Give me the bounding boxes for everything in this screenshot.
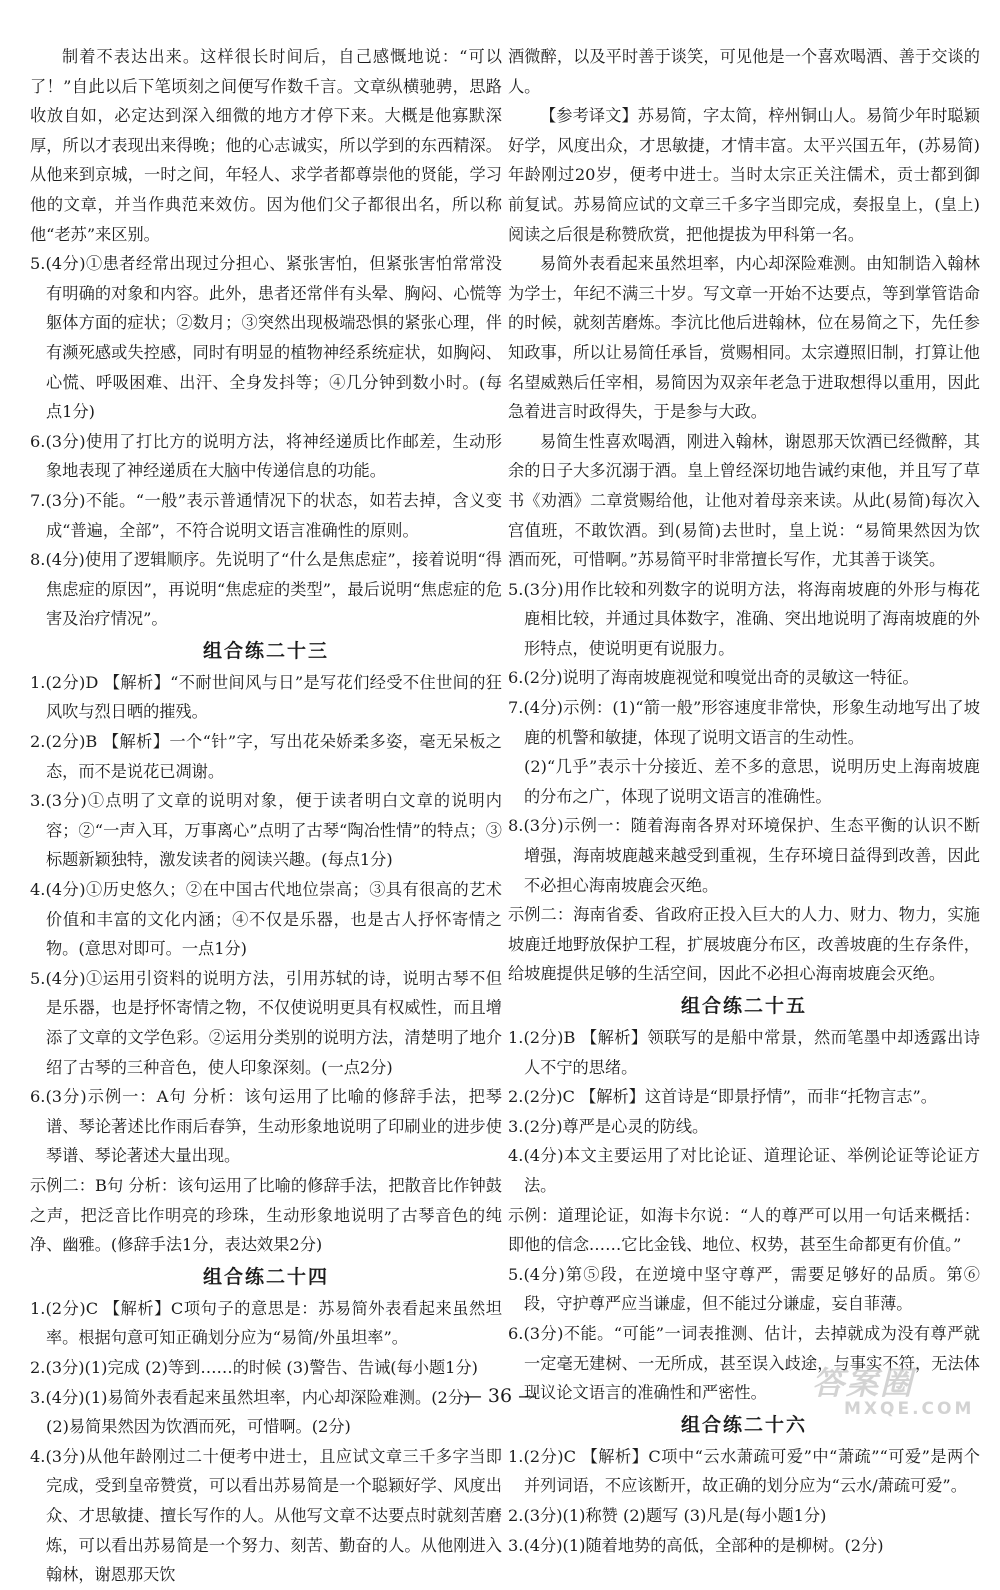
answer-paragraph: 1.(2分)C 【解析】C项中“云水萧疏可爱”中“萧疏”“可爱”是两个并列词语，不应该断开，故正确的划分应为“云水/萧疏可爱”。 — [508, 1446, 980, 1496]
answer-paragraph: 6.(3分)不能。“可能”一词表推测、估计，去掉就成为没有尊严就一定毫无建树、一无所成，甚至误入歧途，与事实不符，无法体现议论文语言的准确性和严密性。 — [508, 1323, 980, 1403]
answer-paragraph: 示例二：海南省委、省政府正投入巨大的人力、财力、物力，实施坡鹿迁地野放保护工程，扩展坡鹿分布区，改善坡鹿的生存条件，给坡鹿提供足够的生活空间，因此不必担心海南坡鹿会灭绝。 — [508, 905, 980, 984]
answer-paragraph: 易简外表看起来虽然坦率，内心却深险难测。由知制诰入翰林为学士，年纪不满三十岁。写文章一开始不达要点，等到掌管诰命的时候，就刻苦磨炼。李沆比他后进翰林，位在易简之下，先任参知政事，所以让易简任承旨，赏赐相同。太宗遵照旧制，打算让他名望威熟后任宰相，易简因为双亲年老急于进取想得以重用，因此急着进言时政得失，于是参与大政。 — [508, 254, 980, 422]
page-number: — 36 — — [462, 1385, 538, 1407]
section-heading: 组合练二十三 — [202, 639, 329, 662]
answer-paragraph: 5.(4分)①患者经常出现过分担心、紧张害怕，但紧张害怕常常没有明确的对象和内容。此外，患者还常伴有头晕、胸闷、心慌等躯体方面的症状；②数月；③突然出现极端恐惧的紧张心理，伴有濒死感或失控感，同时有明显的植物神经系统症状，如胸闷、心慌、呼吸困难、出汗、全身发抖等；④几分钟到数小时。(每点1分) — [30, 254, 502, 422]
answer-paragraph: 5.(4分)①运用引资料的说明方法，引用苏轼的诗，说明古琴不但是乐器，也是抒怀寄情之物，不仅使说明更具有权威性，而且增添了文章的文学色彩。②运用分类别的说明方法，清楚明了地介绍了古琴的三种音色，使人印象深刻。(一点2分) — [30, 968, 502, 1077]
answer-paragraph: 2.(3分)(1)完成 (2)等到……的时候 (3)警告、告诫(每小题1分) — [30, 1357, 478, 1377]
answer-paragraph: (2)“几乎”表示十分接近、差不多的意思，说明历史上海南坡鹿的分布之广，体现了说明文语言的准确性。 — [524, 757, 980, 806]
answer-paragraph: 6.(3分)使用了打比方的说明方法，将神经递质比作邮差，生动形象地表现了神经递质在大脑中传递信息的功能。 — [30, 431, 502, 481]
section-heading: 组合练二十五 — [680, 995, 807, 1017]
answer-paragraph: 酒微醉，以及平时善于谈笑，可见他是一个喜欢喝酒、善于交谈的人。 — [508, 47, 980, 96]
answer-paragraph: 6.(2分)说明了海南坡鹿视觉和嗅觉出奇的灵敏这一特征。 — [508, 668, 919, 688]
answer-paragraph: 8.(4分)使用了逻辑顺序。先说明了“什么是焦虑症”，接着说明“得焦虑症的原因”，再说明“焦虑症的类型”，最后说明“焦虑症的危害及治疗情况”。 — [30, 550, 502, 629]
answer-paragraph: 示例二：B句 分析：该句运用了比喻的修辞手法，把散音比作钟鼓之声，把泛音比作明亮的珍珠，生动形象地说明了古琴音色的纯净、幽雅。(修辞手法1分，表达效果2分) — [30, 1175, 502, 1255]
answer-paragraph: 7.(4分)示例：(1)“箭一般”形容速度非常快，形象生动地写出了坡鹿的机警和敏捷，体现了说明文语言的生动性。 — [508, 698, 980, 747]
answer-paragraph: 8.(3分)示例一：随着海南各界对环境保护、生态平衡的认识不断增强，海南坡鹿越来越受到重视，生存环境日益得到改善，因此不必担心海南坡鹿会灭绝。 — [508, 816, 980, 895]
answer-paragraph: 5.(3分)用作比较和列数字的说明方法，将海南坡鹿的外形与梅花鹿相比较，并通过具体数字，准确、突出地说明了海南坡鹿的外形特点，使说明更有说服力。 — [508, 579, 980, 658]
answer-paragraph: 6.(3分)示例一：A句 分析：该句运用了比喻的修辞手法，把琴谱、琴论著述比作雨后春笋，生动形象地说明了印刷业的进步使琴谱、琴论著述大量出现。 — [30, 1087, 502, 1166]
watermark-logo-text: 答案圈 — [812, 1364, 915, 1402]
answer-paragraph: 2.(2分)B 【解析】一个“针”字，写出花朵娇柔多姿，毫无呆板之态，而不是说花已凋谢。 — [30, 732, 502, 781]
answer-paragraph: 2.(3分)(1)称赞 (2)题写 (3)凡是(每小题1分) — [508, 1505, 827, 1525]
answer-paragraph: 3.(2分)尊严是心灵的防线。 — [508, 1116, 709, 1136]
section-heading: 组合练二十六 — [680, 1413, 807, 1436]
answer-paragraph: 1.(2分)C 【解析】C项句子的意思是：苏易简外表看起来虽然坦率。根据句意可知正确划分应为“易简/外虽坦率”。 — [30, 1298, 502, 1348]
answer-paragraph: 4.(4分)①历史悠久；②在中国古代地位崇高；③具有很高的艺术价值和丰富的文化内涵；④不仅是乐器，也是古人抒怀寄情之物。(意思对即可。一点1分) — [30, 880, 502, 959]
answer-paragraph: 1.(2分)B 【解析】领联写的是船中常景，然而笔墨中却透露出诗人不宁的思绪。 — [508, 1028, 980, 1077]
answer-paragraph: 5.(4分)第⑤段，在逆境中坚守尊严，需要足够好的品质。第⑥段，守护尊严应当谦虚，但不能过分谦虚，妄自菲薄。 — [508, 1264, 980, 1314]
answer-paragraph: 易简生性喜欢喝酒，刚进入翰林，谢恩那天饮酒已经微醉，其余的日子大多沉溺于酒。皇上曾经深切地告诫约束他，并且写了草书《劝酒》二章赏赐给他，让他对着母亲来读。从此(易简)每次入宫值班，不敢饮酒。到(易简)去世时，皇上说：“易简果然因为饮酒而死，可惜啊。”苏易简平时非常擅长写作，尤其善于谈笑。 — [508, 431, 980, 570]
answer-paragraph: 3.(4分)(1)易简外表看起来虽然坦率，内心却深险难测。(2分) — [30, 1387, 471, 1407]
right-column — [508, 42, 980, 1560]
answer-paragraph: 【参考译文】苏易简，字太简，梓州铜山人。易简少年时聪颖好学，风度出众，才思敏捷，才情丰富。太平兴国五年，(苏易简)年龄刚过20岁，便考中进士。当时太宗正关注儒术，贡士都到御前复试。苏易简应试的文章三千多字当即完成，奏报皇上，(皇上)阅读之后很是称赞欣赏，把他提拔为甲科第一名。 — [508, 106, 980, 244]
answer-paragraph: (2)易简果然因为饮酒而死，可惜啊。(2分) — [46, 1417, 351, 1437]
left-column — [30, 42, 502, 1590]
watermark-logo — [812, 1366, 988, 1418]
answer-paragraph: 制着不表达出来。这样很长时间后，自己感慨地说：“可以了！”自此以后下笔顷刻之间便写作数千言。文章纵横驰骋，思路收放自如，必定达到深入细微的地方才停下来。大概是他寡默深厚，所以才表现出来得晚；他的心志诚实，所以学到的东西精深。从他来到京城，一时之间，年轻人、求学者都尊崇他的贤能，学习他的文章，并当作典范来效仿。因为他们父子都很出名，所以称他“老苏”来区别。 — [30, 47, 502, 244]
answer-paragraph: 2.(2分)C 【解析】这首诗是“即景抒情”，而非“托物言志”。 — [508, 1087, 937, 1107]
answer-paragraph: 4.(4分)本文主要运用了对比论证、道理论证、举例论证等论证方法。 — [508, 1146, 980, 1195]
section-heading: 组合练二十四 — [202, 1265, 329, 1288]
answer-paragraph: 4.(3分)从他年龄刚过二十便考中进士，且应试文章三千多字当即完成，受到皇帝赞赏，可以看出苏易简是一个聪颖好学、风度出众、才思敏捷、擅长写作的人。从他写文章不达要点时就刻苦磨炼，可以看出苏易简是一个努力、刻苦、勤奋的人。从他刚进入翰林，谢恩那天饮 — [30, 1446, 502, 1585]
watermark-domain: MXQE.COM — [844, 1399, 975, 1419]
answer-paragraph: 3.(3分)①点明了文章的说明对象，便于读者明白文章的说明内容；②“一声入耳，万事离心”点明了古琴“陶冶性情”的特点；③标题新颖独特，激发读者的阅读兴趣。(每点1分) — [30, 791, 502, 870]
answer-paragraph: 3.(4分)(1)随着地势的高低，全部种的是柳树。(2分) — [508, 1535, 884, 1555]
answer-paragraph: 示例：道理论证，如海卡尔说：“人的尊严可以用一句话来概括：即他的信念……它比金钱、地位、权势，甚至生命都更有价值。” — [508, 1205, 980, 1255]
answer-paragraph: 7.(3分)不能。“一般”表示普通情况下的状态，如若去掉，含义变成“普遍，全部”，不符合说明文语言准确性的原则。 — [30, 490, 502, 540]
answer-paragraph: 1.(2分)D 【解析】“不耐世间风与日”是写花们经受不住世间的狂风吹与烈日晒的摧残。 — [30, 672, 502, 722]
